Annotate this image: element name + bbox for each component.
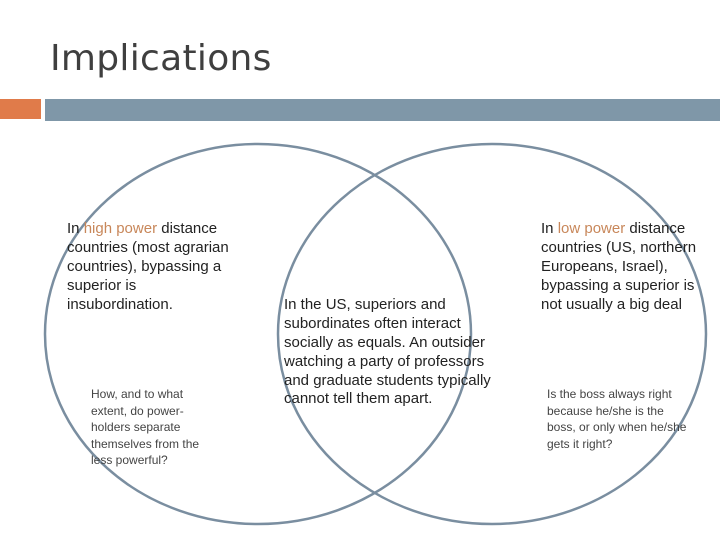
slide-title: Implications [50,38,272,79]
left-statement [67,220,232,314]
left-highlight: high power [83,220,158,237]
right-prefix: In [541,220,558,237]
right-question: Is the boss always right because he/she is the boss, or only when he/she gets it right? [547,387,687,451]
left-question: How, and to what extent, do power-holders separate themselves from the less powerful? [91,387,200,468]
middle-statement: In the US, superiors and subordinates often interact socially as equals. An outsider watching a party of professors and graduate students typically cannot tell them apart. [284,296,491,408]
right-statement [541,220,701,314]
right-highlight: low power [557,220,626,237]
left-rest: distance countries (most agrarian countries), bypassing a superior is insubordination. [67,220,229,313]
right-rest: distance countries (US, northern Europeans, Israel), bypassing a superior is not usually a big deal [541,220,697,313]
left-prefix: In [67,220,84,237]
